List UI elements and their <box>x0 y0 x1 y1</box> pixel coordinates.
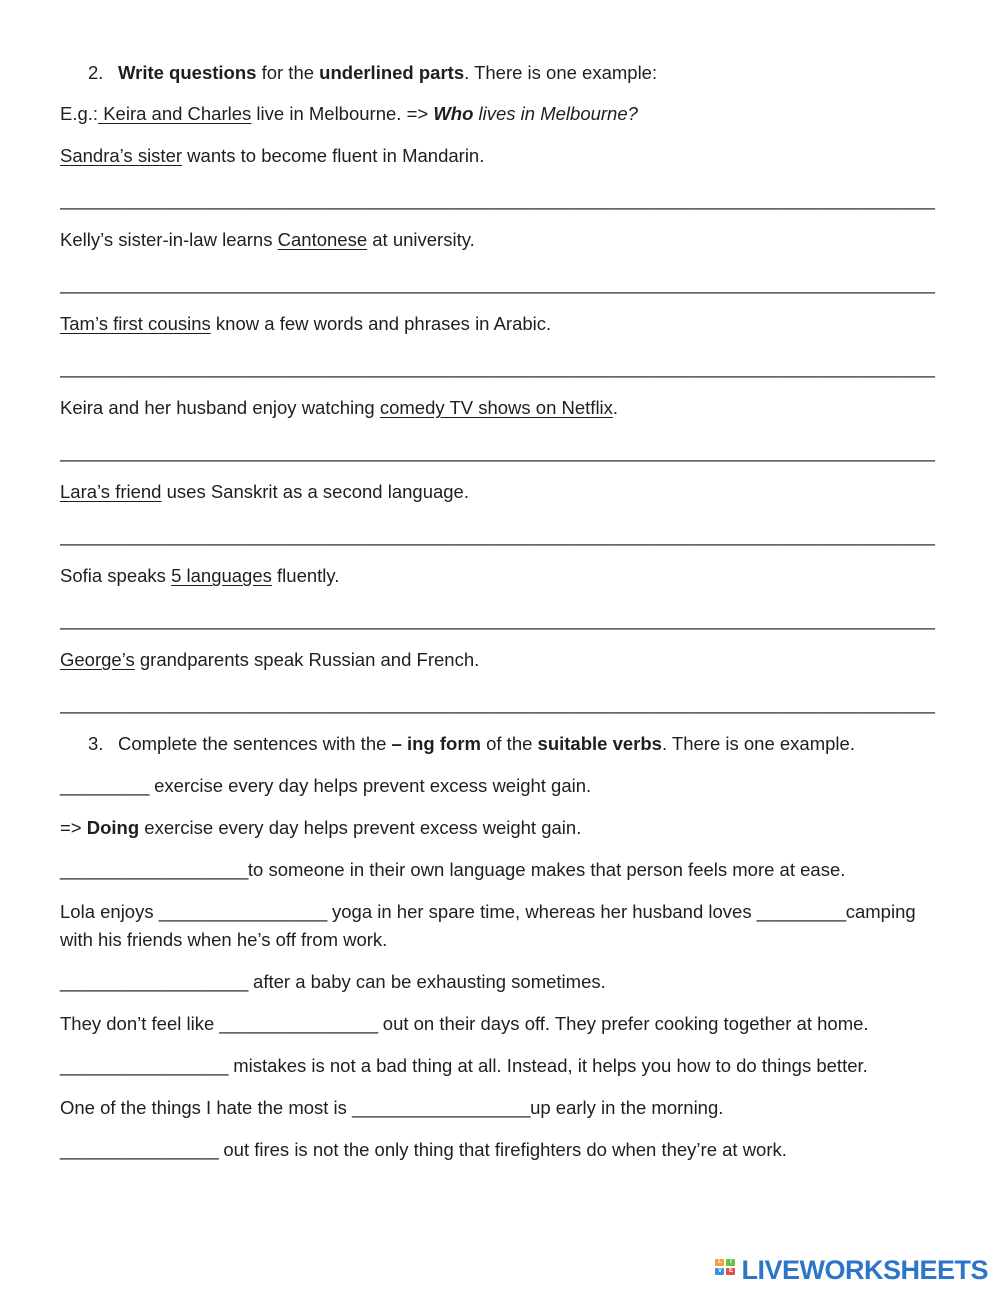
text-segment: out on their days off. They prefer cooking together at home. <box>377 1013 869 1034</box>
fill-in-sentence <box>60 1052 942 1080</box>
fill-in-sentence <box>60 898 942 954</box>
text-segment: Keira and her husband enjoy watching <box>60 397 380 418</box>
answer-line[interactable]: ________________________________________________________________________________________ <box>60 273 935 294</box>
answer-line[interactable]: ________________________________________________________________________________________ <box>60 357 935 378</box>
text-segment: to someone in their own language makes that person feels more at ease. <box>247 859 846 880</box>
logo-letter-i: I <box>726 1259 735 1266</box>
text-segment: camping with his friends when he’s off from work. <box>60 901 916 950</box>
logo-text: LIVEWORKSHEETS <box>741 1254 988 1285</box>
text-segment: One of the things I hate the most is <box>60 1097 353 1118</box>
fill-in-sentence <box>60 968 942 996</box>
text-segment: . There is one example: <box>464 62 658 83</box>
text-segment: out fires is not the only thing that firefighters do when they’re at work. <box>218 1139 787 1160</box>
answer-blank[interactable]: _________ <box>60 775 149 796</box>
text-segment: mistakes is not a bad thing at all. Instead, it helps you how to do things better. <box>228 1055 868 1076</box>
underlined-part: 5 languages <box>171 565 272 586</box>
question-sentence <box>60 142 942 170</box>
underlined-part: Keira and Charles <box>98 103 252 124</box>
text-segment: for the <box>256 62 320 83</box>
question-sentence <box>60 226 942 254</box>
text-segment: live in Melbourne. => <box>251 103 434 124</box>
text-segment: uses Sanskrit as a second language. <box>161 481 469 502</box>
text-segment: of the <box>480 733 538 754</box>
liveworksheets-logo <box>715 1255 988 1285</box>
text-segment: fluently. <box>271 565 340 586</box>
text-segment: . <box>612 397 619 418</box>
text-segment: Lola enjoys <box>60 901 159 922</box>
answer-line[interactable]: ________________________________________________________________________________________ <box>60 693 935 714</box>
fill-in-sentence <box>60 856 942 884</box>
answer-blank[interactable]: ___________________ <box>60 859 248 880</box>
text-segment: exercise every day helps prevent excess weight gain. <box>139 817 582 838</box>
text-segment: wants to become fluent in Mandarin. <box>182 145 485 166</box>
underlined-part: Cantonese <box>277 229 368 250</box>
answer-blank[interactable]: __________________ <box>352 1097 531 1118</box>
text-segment: suitable verbs <box>537 733 662 754</box>
answer-blank[interactable]: _________ <box>756 901 846 922</box>
section-3-number: 3. <box>88 733 104 754</box>
fill-in-sentence <box>60 1136 942 1164</box>
text-segment: exercise every day helps prevent excess weight gain. <box>149 775 592 796</box>
section-3-example-question <box>60 772 942 800</box>
text-segment: . There is one example. <box>661 733 855 754</box>
logo-letter-e: E <box>726 1268 735 1275</box>
fill-in-sentence <box>60 1010 942 1038</box>
text-segment: lives in Melbourne? <box>473 103 638 124</box>
question-sentence <box>60 646 942 674</box>
answer-line[interactable]: ________________________________________________________________________________________ <box>60 441 935 462</box>
text-segment: Who <box>433 103 474 124</box>
answer-line[interactable]: ________________________________________________________________________________________ <box>60 609 935 630</box>
question-sentence <box>60 394 942 422</box>
underlined-part: comedy TV shows on Netflix <box>379 397 613 418</box>
text-segment: at university. <box>367 229 475 250</box>
answer-blank[interactable]: ________________ <box>219 1013 378 1034</box>
text-segment: Kelly’s sister-in-law learns <box>60 229 278 250</box>
answer-blank[interactable]: _________________ <box>60 1055 229 1076</box>
question-sentence <box>60 310 942 338</box>
section-2-example <box>60 100 942 128</box>
underlined-part: Sandra’s sister <box>60 145 183 166</box>
text-segment: up early in the morning. <box>530 1097 724 1118</box>
text-segment: underlined parts <box>319 62 465 83</box>
text-segment: Doing <box>86 817 140 838</box>
fill-in-sentence <box>60 1094 942 1122</box>
section-3-example-answer <box>60 814 942 842</box>
question-sentence <box>60 478 942 506</box>
answer-blank[interactable]: ________________ <box>60 1139 219 1160</box>
logo-letter-v: V <box>715 1268 724 1275</box>
section-2-number: 2. <box>88 62 104 83</box>
logo-letter-l: L <box>715 1259 724 1266</box>
question-sentence <box>60 562 942 590</box>
text-segment: – ing form <box>391 733 481 754</box>
text-segment: know a few words and phrases in Arabic. <box>210 313 552 334</box>
answer-line[interactable]: ________________________________________________________________________________________ <box>60 189 935 210</box>
section-2-heading <box>88 61 657 85</box>
text-segment: Sofia speaks <box>60 565 172 586</box>
liveworksheets-logo-icon <box>715 1257 737 1283</box>
text-segment: Write questions <box>118 62 257 83</box>
underlined-part: Tam’s first cousins <box>60 313 211 334</box>
section-2-title <box>118 62 657 83</box>
underlined-part: Lara’s friend <box>60 481 162 502</box>
section-3-title <box>118 733 855 754</box>
section-3-heading <box>88 732 855 756</box>
underlined-part: George’s <box>60 649 135 670</box>
answer-line[interactable]: ________________________________________________________________________________________ <box>60 525 935 546</box>
text-segment: => <box>60 817 87 838</box>
text-segment: They don’t feel like <box>60 1013 220 1034</box>
text-segment: after a baby can be exhausting sometimes. <box>247 971 606 992</box>
answer-blank[interactable]: ___________________ <box>60 971 248 992</box>
text-segment: grandparents speak Russian and French. <box>134 649 480 670</box>
answer-blank[interactable]: _________________ <box>158 901 327 922</box>
text-segment: E.g.: <box>60 103 99 124</box>
text-segment: yoga in her spare time, whereas her husband loves <box>326 901 757 922</box>
text-segment: Complete the sentences with the <box>118 733 392 754</box>
